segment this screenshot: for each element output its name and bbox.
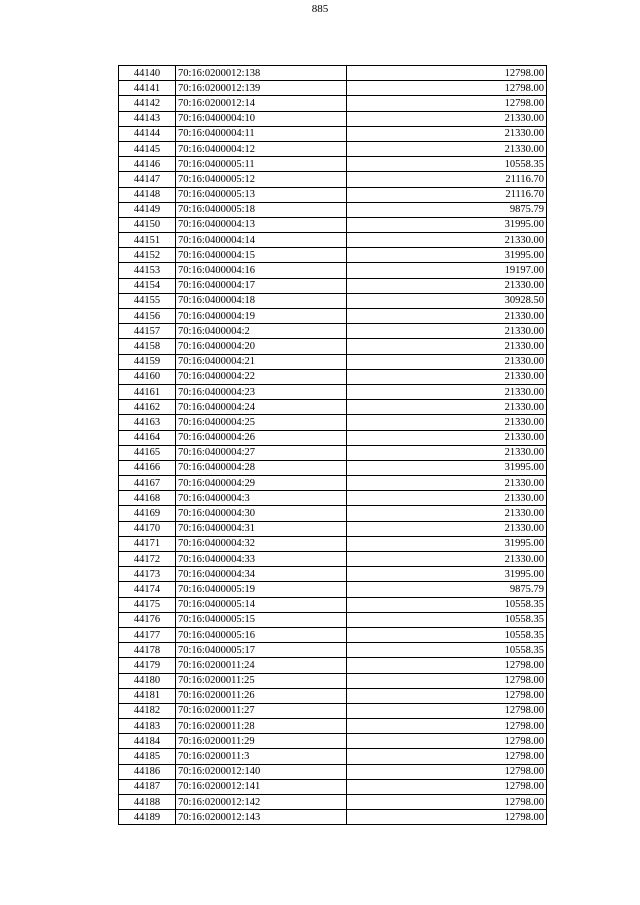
table-row <box>119 187 547 202</box>
row-number-cell: 44185 <box>119 749 176 764</box>
cadastral-number-cell: 70:16:0200012:139 <box>176 81 347 96</box>
cadastral-number-cell: 70:16:0400004:19 <box>176 309 347 324</box>
row-number-cell: 44147 <box>119 172 176 187</box>
table-row <box>119 309 547 324</box>
table-row <box>119 369 547 384</box>
table-row <box>119 445 547 460</box>
row-number-cell: 44187 <box>119 779 176 794</box>
cadastral-number-cell: 70:16:0400004:15 <box>176 248 347 263</box>
row-number-cell: 44179 <box>119 658 176 673</box>
table-row <box>119 521 547 536</box>
cadastral-number-cell: 70:16:0200011:3 <box>176 749 347 764</box>
table-row <box>119 764 547 779</box>
table-row <box>119 400 547 415</box>
row-number-cell: 44149 <box>119 202 176 217</box>
value-cell: 21116.70 <box>347 172 547 187</box>
value-cell: 21330.00 <box>347 384 547 399</box>
table-row <box>119 415 547 430</box>
cadastral-number-cell: 70:16:0200012:138 <box>176 66 347 81</box>
table-row <box>119 384 547 399</box>
cadastral-number-cell: 70:16:0400004:21 <box>176 354 347 369</box>
table-row <box>119 202 547 217</box>
value-cell: 21330.00 <box>347 521 547 536</box>
cadastral-number-cell: 70:16:0400004:2 <box>176 324 347 339</box>
value-cell: 12798.00 <box>347 764 547 779</box>
row-number-cell: 44144 <box>119 126 176 141</box>
cadastral-number-cell: 70:16:0400004:20 <box>176 339 347 354</box>
cadastral-number-cell: 70:16:0400005:13 <box>176 187 347 202</box>
table-row <box>119 278 547 293</box>
value-cell: 21116.70 <box>347 187 547 202</box>
row-number-cell: 44141 <box>119 81 176 96</box>
row-number-cell: 44148 <box>119 187 176 202</box>
value-cell: 21330.00 <box>347 415 547 430</box>
cadastral-number-cell: 70:16:0400005:11 <box>176 157 347 172</box>
cadastral-number-cell: 70:16:0400004:11 <box>176 126 347 141</box>
value-cell: 21330.00 <box>347 400 547 415</box>
value-cell: 9875.79 <box>347 202 547 217</box>
value-cell: 12798.00 <box>347 703 547 718</box>
table-row <box>119 172 547 187</box>
table-row <box>119 688 547 703</box>
table-row <box>119 111 547 126</box>
row-number-cell: 44163 <box>119 415 176 430</box>
row-number-cell: 44146 <box>119 157 176 172</box>
row-number-cell: 44156 <box>119 309 176 324</box>
value-cell: 21330.00 <box>347 369 547 384</box>
cadastral-number-cell: 70:16:0400004:29 <box>176 476 347 491</box>
value-cell: 21330.00 <box>347 233 547 248</box>
row-number-cell: 44181 <box>119 688 176 703</box>
cadastral-number-cell: 70:16:0400004:16 <box>176 263 347 278</box>
row-number-cell: 44188 <box>119 795 176 810</box>
cadastral-number-cell: 70:16:0400005:18 <box>176 202 347 217</box>
row-number-cell: 44155 <box>119 293 176 308</box>
row-number-cell: 44169 <box>119 506 176 521</box>
row-number-cell: 44171 <box>119 536 176 551</box>
cadastral-number-cell: 70:16:0400004:33 <box>176 552 347 567</box>
value-cell: 21330.00 <box>347 309 547 324</box>
table-row <box>119 597 547 612</box>
table-row <box>119 126 547 141</box>
value-cell: 12798.00 <box>347 81 547 96</box>
cadastral-number-cell: 70:16:0400004:32 <box>176 536 347 551</box>
row-number-cell: 44157 <box>119 324 176 339</box>
value-cell: 21330.00 <box>347 141 547 156</box>
row-number-cell: 44153 <box>119 263 176 278</box>
table-row <box>119 719 547 734</box>
value-cell: 21330.00 <box>347 126 547 141</box>
table-row <box>119 567 547 582</box>
value-cell: 10558.35 <box>347 612 547 627</box>
value-cell: 21330.00 <box>347 506 547 521</box>
row-number-cell: 44164 <box>119 430 176 445</box>
cadastral-number-cell: 70:16:0400005:19 <box>176 582 347 597</box>
table-row <box>119 248 547 263</box>
row-number-cell: 44158 <box>119 339 176 354</box>
row-number-cell: 44143 <box>119 111 176 126</box>
row-number-cell: 44162 <box>119 400 176 415</box>
table-row <box>119 460 547 475</box>
cadastral-number-cell: 70:16:0400004:10 <box>176 111 347 126</box>
value-cell: 12798.00 <box>347 795 547 810</box>
row-number-cell: 44176 <box>119 612 176 627</box>
table-row <box>119 810 547 825</box>
cadastral-number-cell: 70:16:0400004:12 <box>176 141 347 156</box>
table-row <box>119 339 547 354</box>
table-row <box>119 217 547 232</box>
value-cell: 21330.00 <box>347 354 547 369</box>
value-cell: 21330.00 <box>347 476 547 491</box>
value-cell: 31995.00 <box>347 536 547 551</box>
value-cell: 30928.50 <box>347 293 547 308</box>
table-row <box>119 476 547 491</box>
table-row <box>119 612 547 627</box>
row-number-cell: 44182 <box>119 703 176 718</box>
table-row <box>119 141 547 156</box>
page-number: 885 <box>311 3 329 15</box>
table-row <box>119 96 547 111</box>
value-cell: 12798.00 <box>347 734 547 749</box>
table-row <box>119 233 547 248</box>
cadastral-number-cell: 70:16:0400005:17 <box>176 643 347 658</box>
value-cell: 31995.00 <box>347 248 547 263</box>
table-row <box>119 324 547 339</box>
cadastral-number-cell: 70:16:0400004:34 <box>176 567 347 582</box>
row-number-cell: 44145 <box>119 141 176 156</box>
table-row <box>119 354 547 369</box>
row-number-cell: 44142 <box>119 96 176 111</box>
table-row <box>119 293 547 308</box>
cadastral-number-cell: 70:16:0200011:25 <box>176 673 347 688</box>
table-row <box>119 491 547 506</box>
value-cell: 21330.00 <box>347 324 547 339</box>
row-number-cell: 44159 <box>119 354 176 369</box>
value-cell: 10558.35 <box>347 597 547 612</box>
cadastral-number-cell: 70:16:0400004:13 <box>176 217 347 232</box>
row-number-cell: 44152 <box>119 248 176 263</box>
cadastral-number-cell: 70:16:0400004:3 <box>176 491 347 506</box>
cadastral-number-cell: 70:16:0200011:26 <box>176 688 347 703</box>
value-cell: 12798.00 <box>347 673 547 688</box>
table-row <box>119 658 547 673</box>
value-cell: 21330.00 <box>347 111 547 126</box>
value-cell: 12798.00 <box>347 688 547 703</box>
cadastral-number-cell: 70:16:0400004:17 <box>176 278 347 293</box>
value-cell: 21330.00 <box>347 445 547 460</box>
cadastral-number-cell: 70:16:0400005:16 <box>176 627 347 642</box>
value-cell: 12798.00 <box>347 810 547 825</box>
table-row <box>119 263 547 278</box>
row-number-cell: 44170 <box>119 521 176 536</box>
cadastral-number-cell: 70:16:0400005:12 <box>176 172 347 187</box>
value-cell: 21330.00 <box>347 552 547 567</box>
value-cell: 19197.00 <box>347 263 547 278</box>
cadastral-number-cell: 70:16:0200012:141 <box>176 779 347 794</box>
cadastral-number-cell: 70:16:0200012:142 <box>176 795 347 810</box>
row-number-cell: 44161 <box>119 384 176 399</box>
value-cell: 31995.00 <box>347 217 547 232</box>
value-cell: 12798.00 <box>347 658 547 673</box>
row-number-cell: 44178 <box>119 643 176 658</box>
row-number-cell: 44166 <box>119 460 176 475</box>
row-number-cell: 44165 <box>119 445 176 460</box>
cadastral-number-cell: 70:16:0400004:30 <box>176 506 347 521</box>
value-cell: 10558.35 <box>347 643 547 658</box>
cadastral-number-cell: 70:16:0400004:26 <box>176 430 347 445</box>
cadastral-number-cell: 70:16:0400004:14 <box>176 233 347 248</box>
row-number-cell: 44174 <box>119 582 176 597</box>
table-row <box>119 627 547 642</box>
value-cell: 10558.35 <box>347 157 547 172</box>
value-cell: 9875.79 <box>347 582 547 597</box>
value-cell: 31995.00 <box>347 567 547 582</box>
row-number-cell: 44154 <box>119 278 176 293</box>
data-table <box>118 65 547 825</box>
table-row <box>119 66 547 81</box>
table-row <box>119 81 547 96</box>
table-row <box>119 703 547 718</box>
row-number-cell: 44160 <box>119 369 176 384</box>
row-number-cell: 44172 <box>119 552 176 567</box>
row-number-cell: 44189 <box>119 810 176 825</box>
table-row <box>119 795 547 810</box>
cadastral-number-cell: 70:16:0200011:29 <box>176 734 347 749</box>
value-cell: 21330.00 <box>347 339 547 354</box>
row-number-cell: 44168 <box>119 491 176 506</box>
table-row <box>119 157 547 172</box>
row-number-cell: 44140 <box>119 66 176 81</box>
table-row <box>119 536 547 551</box>
cadastral-number-cell: 70:16:0400004:18 <box>176 293 347 308</box>
table-row <box>119 582 547 597</box>
row-number-cell: 44186 <box>119 764 176 779</box>
value-cell: 12798.00 <box>347 66 547 81</box>
cadastral-number-cell: 70:16:0400004:27 <box>176 445 347 460</box>
row-number-cell: 44184 <box>119 734 176 749</box>
cadastral-number-cell: 70:16:0400004:28 <box>176 460 347 475</box>
value-cell: 21330.00 <box>347 278 547 293</box>
value-cell: 31995.00 <box>347 460 547 475</box>
cadastral-number-cell: 70:16:0200012:14 <box>176 96 347 111</box>
cadastral-number-cell: 70:16:0200011:28 <box>176 719 347 734</box>
cadastral-number-cell: 70:16:0400005:14 <box>176 597 347 612</box>
cadastral-number-cell: 70:16:0400004:25 <box>176 415 347 430</box>
row-number-cell: 44173 <box>119 567 176 582</box>
table-row <box>119 673 547 688</box>
value-cell: 12798.00 <box>347 719 547 734</box>
table-row <box>119 643 547 658</box>
row-number-cell: 44167 <box>119 476 176 491</box>
table-row <box>119 506 547 521</box>
cadastral-number-cell: 70:16:0400004:23 <box>176 384 347 399</box>
cadastral-number-cell: 70:16:0200012:140 <box>176 764 347 779</box>
table-row <box>119 779 547 794</box>
cadastral-number-cell: 70:16:0400004:22 <box>176 369 347 384</box>
row-number-cell: 44151 <box>119 233 176 248</box>
value-cell: 12798.00 <box>347 749 547 764</box>
table-row <box>119 552 547 567</box>
cadastral-number-cell: 70:16:0400004:24 <box>176 400 347 415</box>
cadastral-number-cell: 70:16:0400004:31 <box>176 521 347 536</box>
row-number-cell: 44180 <box>119 673 176 688</box>
value-cell: 21330.00 <box>347 430 547 445</box>
table-row <box>119 734 547 749</box>
value-cell: 12798.00 <box>347 96 547 111</box>
value-cell: 10558.35 <box>347 627 547 642</box>
cadastral-number-cell: 70:16:0200011:27 <box>176 703 347 718</box>
cadastral-number-cell: 70:16:0400005:15 <box>176 612 347 627</box>
cadastral-number-cell: 70:16:0200012:143 <box>176 810 347 825</box>
row-number-cell: 44183 <box>119 719 176 734</box>
table-row <box>119 749 547 764</box>
table-row <box>119 430 547 445</box>
row-number-cell: 44150 <box>119 217 176 232</box>
value-cell: 21330.00 <box>347 491 547 506</box>
cadastral-number-cell: 70:16:0200011:24 <box>176 658 347 673</box>
row-number-cell: 44175 <box>119 597 176 612</box>
value-cell: 12798.00 <box>347 779 547 794</box>
table-body <box>119 66 547 825</box>
row-number-cell: 44177 <box>119 627 176 642</box>
